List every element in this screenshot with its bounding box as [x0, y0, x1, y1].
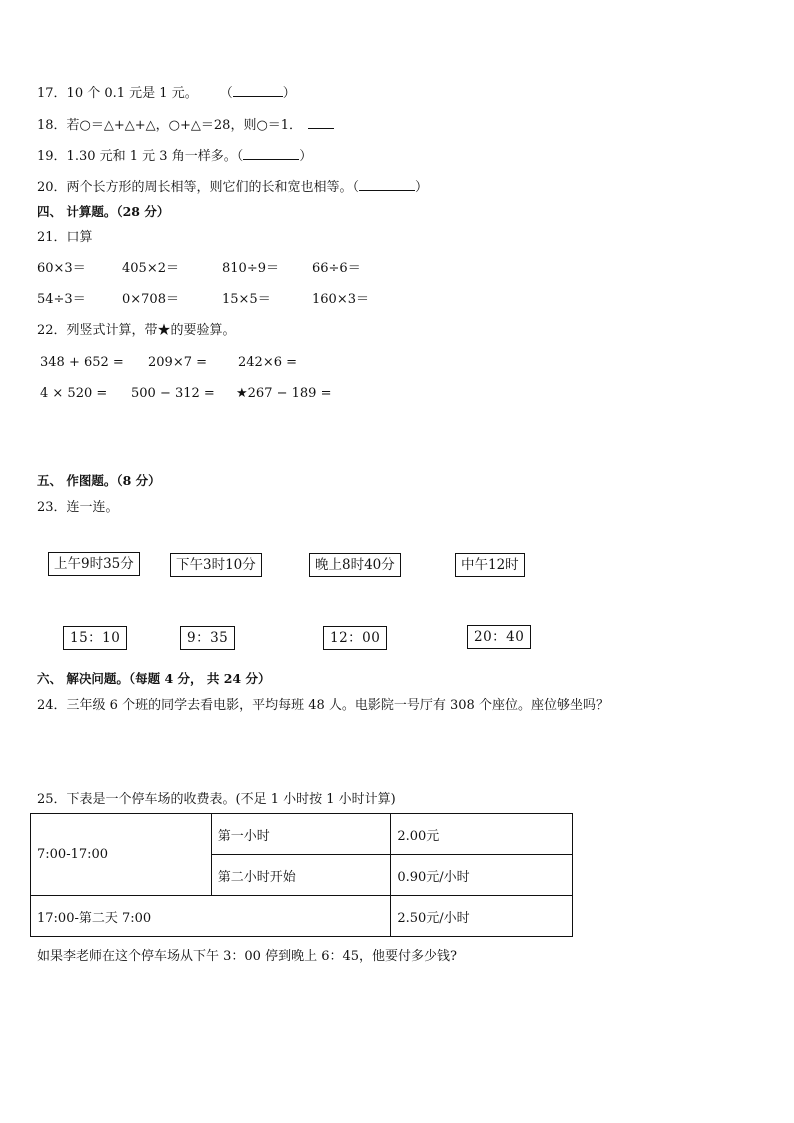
question-24: 24．三年级 6 个班的同学去看电影，平均每班 48 人。电影院一号厅有 308 个座位。座位够坐吗？	[37, 698, 609, 713]
question-19-paren-close: ）	[299, 149, 313, 164]
oral-calc-item: 66÷6＝	[312, 261, 361, 276]
oral-calc-item: 54÷3＝	[37, 292, 86, 307]
vertical-calc-item: ★267 − 189 =	[236, 386, 332, 401]
question-17-paren-close: ）	[282, 86, 296, 101]
question-25-title: 25．下表是一个停车场的收费表。(不足 1 小时按 1 小时计算)	[37, 792, 396, 807]
period-night-cell: 17:00-第二天 7:00	[31, 896, 391, 937]
question-17-text: 17．10 个 0.1 元是 1 元。	[37, 86, 198, 101]
question-20-paren-close: ）	[415, 180, 429, 195]
parking-fee-table	[30, 813, 573, 937]
time-description-box[interactable]: 晚上8时40分	[309, 553, 401, 577]
first-hour-cell: 第一小时	[211, 814, 391, 855]
digital-time-box[interactable]: 15：10	[63, 626, 127, 650]
digital-time-box[interactable]: 12：00	[323, 626, 387, 650]
answer-blank-19[interactable]	[243, 147, 299, 160]
period-daytime-cell: 7:00-17:00	[31, 814, 212, 896]
table-row	[31, 896, 573, 937]
section-4-heading: 四、 计算题。（28 分）	[37, 204, 170, 219]
from-second-hour-cell: 第二小时开始	[211, 855, 391, 896]
second-hour-price-cell: 0.90元/小时	[391, 855, 573, 896]
question-18	[37, 116, 334, 134]
time-description-box[interactable]: 上午9时35分	[48, 552, 140, 576]
section-5-heading: 五、 作图题。（8 分）	[37, 473, 161, 488]
question-22-title: 22．列竖式计算，带★的要验算。	[37, 323, 236, 338]
section-6-heading: 六、 解决问题。（每题 4 分， 共 24 分）	[37, 671, 271, 686]
question-25-ask: 如果李老师在这个停车场从下午 3：00 停到晚上 6：45，他要付多少钱?	[37, 949, 457, 964]
oral-calc-item: 15×5＝	[222, 292, 271, 307]
digital-time-box[interactable]: 9：35	[180, 626, 235, 650]
oral-calc-item: 405×2＝	[122, 261, 179, 276]
vertical-calc-item: 242×6 =	[238, 355, 298, 370]
question-17	[37, 84, 296, 102]
digital-time-box[interactable]: 20：40	[467, 625, 531, 649]
first-hour-price-cell: 2.00元	[391, 814, 573, 855]
question-18-text: 18．若○＝△+△+△，○+△＝28，则○＝1．	[37, 118, 303, 133]
time-description-box[interactable]: 中午12时	[455, 553, 525, 577]
question-23-title: 23．连一连。	[37, 500, 119, 515]
question-19-text: 19．1.30 元和 1 元 3 角一样多。（	[37, 149, 244, 164]
time-description-box[interactable]: 下午3时10分	[170, 553, 262, 577]
vertical-calc-item: 348 + 652 =	[40, 355, 124, 370]
oral-calc-item: 160×3＝	[312, 292, 369, 307]
oral-calc-item: 810÷9＝	[222, 261, 279, 276]
question-19	[37, 147, 312, 165]
vertical-calc-item: 500 − 312 =	[131, 386, 215, 401]
question-20-text: 20．两个长方形的周长相等，则它们的长和宽也相等。（	[37, 180, 360, 195]
table-row	[31, 814, 573, 855]
question-17-paren-open: （	[219, 86, 233, 101]
night-price-cell: 2.50元/小时	[391, 896, 573, 937]
question-21-title: 21．口算	[37, 230, 93, 245]
oral-calc-item: 60×3＝	[37, 261, 86, 276]
answer-blank-20[interactable]	[359, 178, 415, 191]
oral-calc-item: 0×708＝	[122, 292, 179, 307]
answer-blank-18[interactable]	[308, 116, 334, 129]
vertical-calc-item: 4 × 520 =	[40, 386, 108, 401]
vertical-calc-item: 209×7 =	[148, 355, 208, 370]
answer-blank-17[interactable]	[233, 84, 283, 97]
question-20	[37, 178, 428, 196]
